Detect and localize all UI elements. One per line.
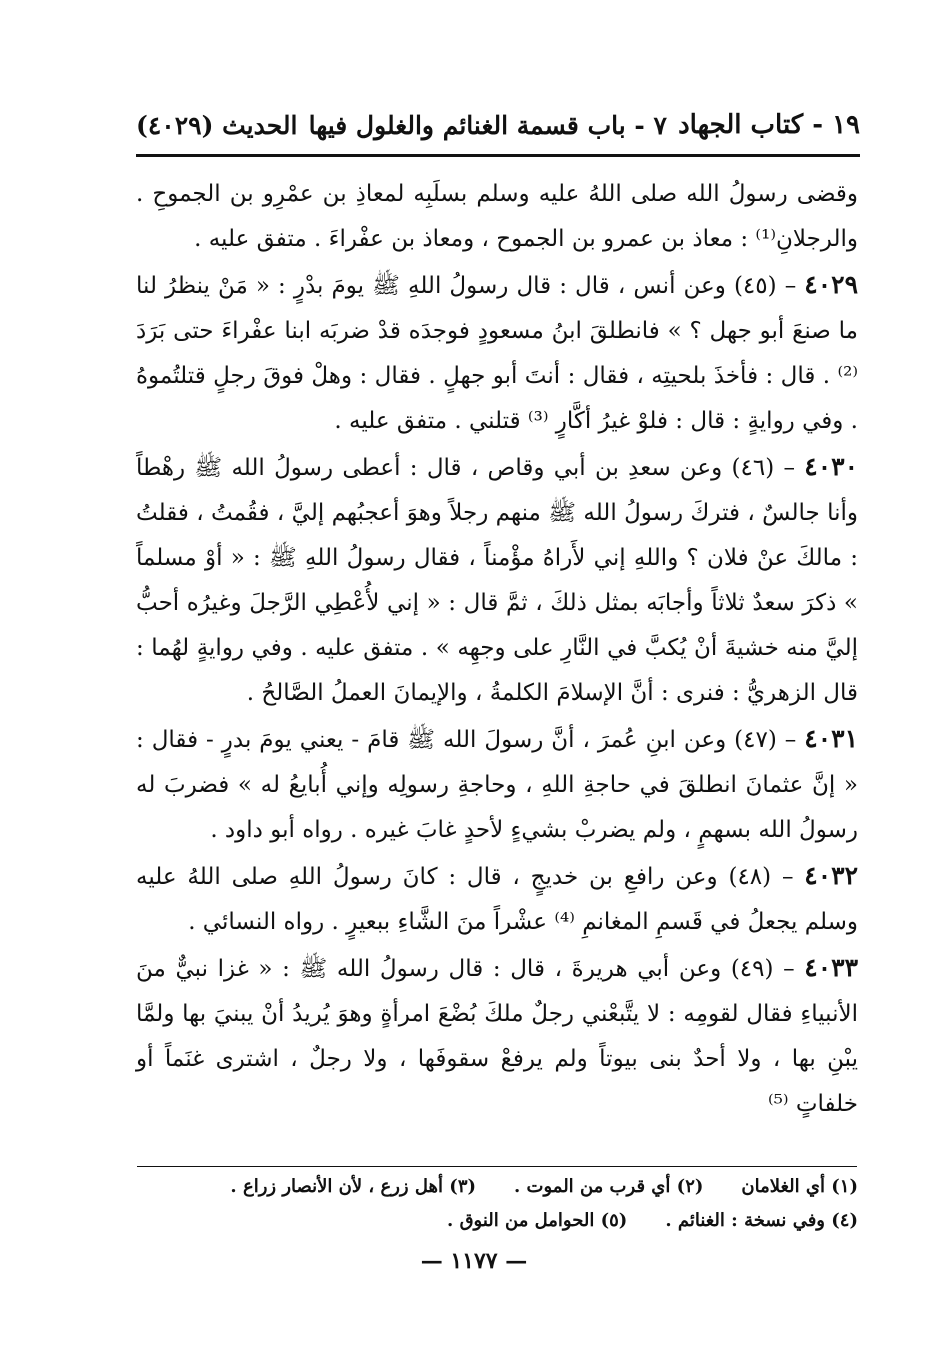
- paragraph-text: وقضى رسولُ الله صلى اللهُ عليه وسلم بسلَبِه لمعاذِ بن عمْرِو بن الجموحِ . والرجلانِ⁽¹⁾ : معاذ بن عمرو بن الجموح ، ومعاذ بن عفْراءَ . متفق عليه .: [136, 181, 858, 252]
- hadith-4033: [136, 945, 858, 1127]
- footnote-divider: [137, 1166, 857, 1167]
- hadith-4029: [136, 262, 858, 444]
- footnote-5: (٥) الحوامل من النوق .: [447, 1210, 628, 1231]
- header-chapter-title: ٧ - باب قسمة الغنائم والغلول فيها: [308, 110, 667, 140]
- hadith-4032: [136, 853, 858, 945]
- running-header: [136, 96, 860, 157]
- footnote-3: (٣) أهل زرع ، لأن الأنصار زراع .: [230, 1176, 477, 1197]
- header-book-title: ١٩ - كتاب الجهاد: [678, 110, 860, 140]
- hadith-4030: [136, 444, 858, 716]
- footnote-line: [136, 1170, 858, 1204]
- hadith-text: – (٤٦) وعن سعدِ بن أبي وقاص ، قال : أعطى رسولُ الله ﷺ رهْطاً وأنا جالسٌ ، فتركَ رسولُ الله ﷺ منهم رجلاً وهوَ أعجبُهم إليَّ ، فقُمتُ ، فقلتُ : مالكَ عنْ فلان ؟ واللهِ إني لأَراهُ مؤْمناً ، فقال رسولُ اللهِ ﷺ : « أوْ مسلماً » ذكرَ سعدٌ ثلاثاً وأجابَه بمثل ذلكَ ، ثمَّ قال : « إني لأُعْطِي الرَّجلَ وغيرُه أحبُّ إليَّ منه خشيةَ أنْ يُكبَّ في النَّارِ على وجهِه » . متفق عليه . وفي روايةٍ لهُما : قال الزهريُّ : فنرى : أنَّ الإسلامَ الكلمةُ ، والإيمانَ العملُ الصَّالحُ .: [136, 455, 858, 706]
- hadith-number: ٤٠٣١: [804, 724, 858, 753]
- hadith-text: – (٤٨) وعن رافعِ بن خديجٍ ، قال : كانَ رسولُ اللهِ صلى اللهُ عليه وسلم يجعلُ في قَسمِ المغانمِ ⁽⁴⁾ عشْراً منَ الشَّاءِ ببعيرٍ . رواه النسائي .: [136, 864, 858, 935]
- hadith-text: – (٤٧) وعن ابنِ عُمرَ ، أنَّ رسولَ الله ﷺ قامَ - يعني يومَ بدرٍ - فقال : « إنَّ عثمانَ انطلقَ في حاجةِ اللهِ ، وحاجةِ رسولِه وإني أُبايعُ له » فضربَ له رسولُ الله بسهمٍ ، ولم يضربْ بشيءٍ لأحدٍ غابَ غيره . رواه أبو داود .: [136, 727, 858, 843]
- hadith-text: – (٤٩) وعن أبي هريرةَ ، قال : قال رسولُ الله ﷺ : « غزا نبيٌّ منَ الأنبياءِ فقال لقومِه : لا يتَّبعْني رجلٌ ملكَ بُضْعَ امرأةٍ وهوَ يُريدُ أنْ يبنيَ بها ولمَّا يبْنِ بها ، ولا أحدٌ بنى بيوتاً ولم يرفعْ سقوفَها ، ولا رجلٌ ، اشترى غنَماً أو خلفاتٍ ⁽⁵⁾: [136, 956, 858, 1117]
- header-hadith-range: الحديث (٤٠٢٩): [136, 110, 298, 140]
- footnote-2: (٢) أي قرب من الموت .: [514, 1176, 704, 1197]
- page-number: — ١١٧٧ —: [420, 1248, 528, 1274]
- hadith-number: ٤٠٣٢: [804, 861, 858, 890]
- hadith-text: – (٤٥) وعن أنس ، قال : قال رسولُ اللهِ ﷺ يومَ بدْرٍ : « مَنْ ينظرُ لنا ما صنعَ أبو جهل ؟ » فانطلقَ ابنُ مسعودٍ فوجدَه قدْ ضربَه ابنا عفْراءَ حتى بَرَدَ ⁽²⁾ . قال : فأخذَ بلحيتِه ، فقال : أنتَ أبو جهلٍ . فقال : وهلْ فوقَ رجلٍ قتلتُموهُ . وفي روايةٍ : قال : فلوْ غيرُ أكَّارٍ ⁽³⁾ قتلني . متفق عليه .: [136, 273, 858, 434]
- hadith-number: ٤٠٣٠: [804, 452, 858, 481]
- footnote-line: [136, 1204, 858, 1238]
- hadith-number: ٤٠٣٣: [804, 953, 858, 982]
- hadith-number: ٤٠٢٩: [804, 270, 858, 299]
- paragraph-continuation: [136, 172, 858, 262]
- footnote-4: (٤) وفي نسخة : الغنائم .: [665, 1210, 858, 1231]
- main-text: [136, 172, 858, 1127]
- hadith-4031: [136, 716, 858, 853]
- footnotes: [136, 1170, 858, 1238]
- footnote-1: (١) أي الغلامان: [741, 1176, 858, 1197]
